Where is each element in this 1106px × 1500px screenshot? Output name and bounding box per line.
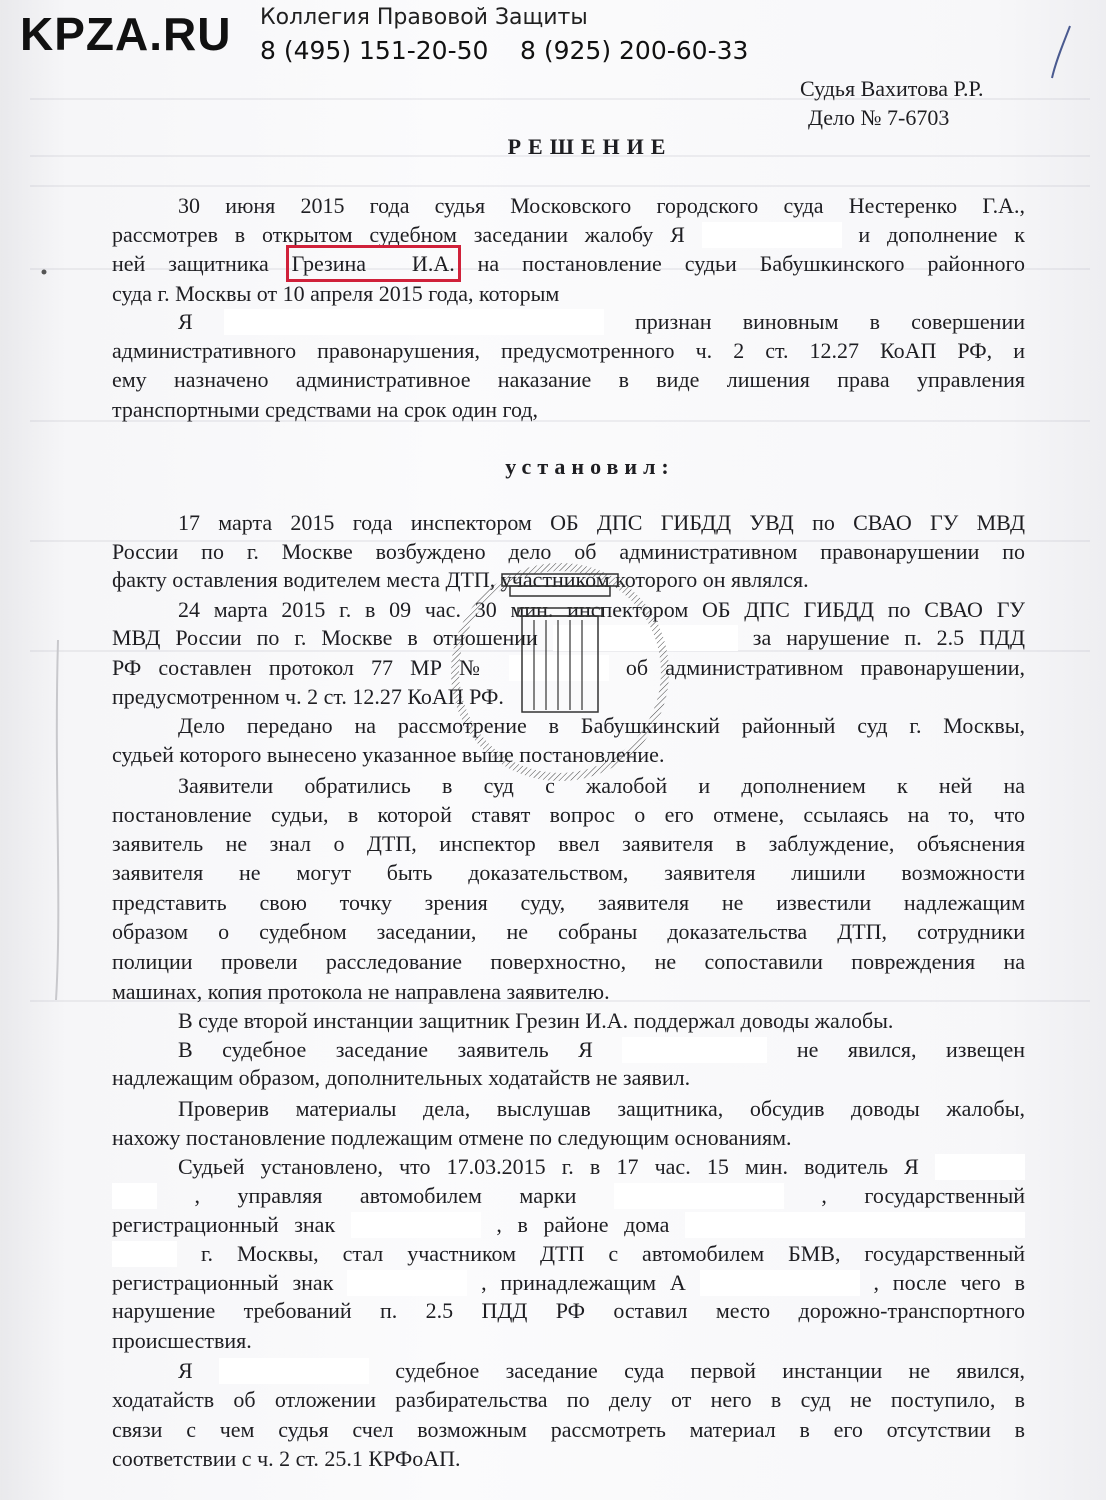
text-line [112,741,664,769]
text-segment: , государственный [821,1183,1025,1208]
text-segment: ходатайств об отложении разбирательства по делу от него в суд не поступило, в [112,1387,1025,1412]
text-segment: происшествия. [112,1328,252,1353]
redaction-box [935,1154,1025,1180]
text-segment: Заявители обратились в суд с жалобой и дополнением к ней на [178,773,1025,798]
text-line [112,1240,1025,1268]
text-line [112,1327,252,1355]
redaction-box [614,1183,784,1209]
text-segment: суда г. Москвы от 10 апреля 2015 года, которым [112,281,560,306]
text-line [178,1036,1025,1064]
text-line [112,1211,1025,1239]
text-line [178,772,1025,800]
text-line [112,221,1025,249]
text-segment: полиции провели расследование поверхностно, не сопоставили повреждения на [112,949,1025,974]
text-segment: рассмотрев в открытом судебном заседании жалобу Я [112,222,685,247]
text-segment: признан виновным в совершении [635,309,1025,334]
text-segment: надлежащим образом, дополнительных ходатайств не заявил. [112,1065,691,1090]
text-segment: судьей которого вынесено указанное выше постановление. [112,742,665,767]
text-line [178,192,1025,220]
text-segment: и дополнение к [858,222,1025,247]
redaction-box [622,1037,767,1063]
text-segment: регистрационный знак [112,1270,334,1295]
section-heading: установил: [505,454,675,479]
text-line [112,1416,1025,1444]
text-segment: на постановление судьи Бабушкинского районного [477,251,1026,276]
bleed-through-line [30,185,1090,187]
text-segment: г. Москвы, стал участником ДТП с автомобилем БМВ, государственный [200,1241,1026,1266]
redaction-box [702,222,842,248]
text-segment: за нарушение п. 2.5 ПДД [752,625,1026,650]
document-title: РЕШЕНИЕ [507,134,673,159]
watermark-organization: Коллегия Правовой Защиты [260,5,588,30]
text-segment: , управляя автомобилем марки [194,1183,577,1208]
text-line [112,830,1025,858]
text-segment: машинах, копия протокола не направлена заявителю. [112,979,610,1004]
text-segment: РФ составлен протокол 77 МР № [112,655,492,680]
text-segment: Судьей установлено, что 17.03.2015 г. в 17 час. 15 мин. водитель Я [178,1154,919,1179]
text-line [112,337,1025,365]
text-segment: заявитель не знал о ДТП, инспектор ввел заявителя в заблуждение, объяснения [112,831,1025,856]
text-segment: административного правонарушения, предусмотренного ч. 2 ст. 12.27 КоАП РФ, и [112,338,1025,363]
text-segment: Проверив материалы дела, выслушав защитника, обсудив доводы жалобы, [178,1096,1025,1121]
text-segment: нарушение требований п. 2.5 ПДД РФ оставил место дорожно-транспортного [112,1298,1025,1323]
text-segment: ней защитника [112,251,269,276]
redaction-box [685,1212,1025,1238]
judge-name: Судья Вахитова Р.Р. [800,76,984,101]
case-number: Дело № 7-6703 [808,105,950,130]
redaction-box [351,1212,481,1238]
text-line [112,889,1025,917]
redaction-box [224,309,604,335]
text-segment: предусмотренном ч. 2 ст. 12.27 КоАП РФ. [112,684,504,709]
text-line [112,683,504,711]
text-segment: связи с чем судья счел возможным рассмотреть материал в его отсутствии в [112,1417,1025,1442]
text-line [112,1124,792,1152]
text-segment: факту оставления водителем места ДТП, участником которого он являлся. [112,567,809,592]
text-segment: об административном правонарушении, [625,655,1026,680]
text-segment: постановление судьи, в которой ставят вопрос о его отмене, ссылаясь на то, что [112,802,1025,827]
text-line [178,1007,893,1035]
text-segment: Я [178,309,193,334]
watermark-phone-1: 8 (495) 151-20-50 [260,36,489,65]
text-segment: 17 марта 2015 года инспектором ОБ ДПС ГИБДД УВД по СВАО ГУ МВД [178,510,1025,535]
watermark-phone-2: 8 (925) 200-60-33 [520,36,749,65]
text-segment: образом о судебном заседании, не собраны доказательства ДТП, сотрудники [112,919,1025,944]
text-segment: представить свою точку зрения суду, заявителя не известили надлежащим [112,890,1025,915]
redaction-box [219,1358,369,1384]
text-line [112,1064,690,1092]
binding-thread [40,260,70,1020]
text-segment: ему назначено административное наказание в виде лишения права управления [112,367,1025,392]
text-line [112,366,1025,394]
text-line [112,801,1025,829]
redaction-box [112,1241,177,1267]
text-segment: , в районе дома [496,1212,670,1237]
text-segment: транспортными средствами на срок один год, [112,397,539,422]
text-segment: В суде второй инстанции защитник Грезин И.А. поддержал доводы жалобы. [178,1008,894,1033]
text-segment: регистрационный знак [112,1212,336,1237]
redaction-box [509,655,609,681]
text-segment: нахожу постановление подлежащим отмене по следующим основаниям. [112,1125,792,1150]
text-segment: не явился, извещен [796,1037,1025,1062]
text-line [112,859,1025,887]
text-segment: судебное заседание суда первой инстанции не явился, [395,1358,1026,1383]
text-line [112,918,1025,946]
text-segment: 30 июня 2015 года судья Московского городского суда Нестеренко Г.А., [178,193,1025,218]
redaction-box [347,1270,467,1296]
text-line [178,596,1025,624]
text-line [112,1182,1025,1210]
redaction-box [553,625,738,651]
text-line [178,509,1025,537]
redaction-box [700,1270,860,1296]
text-segment: В судебное заседание заявитель Я [178,1037,593,1062]
text-segment: Дело передано на рассмотрение в Бабушкинский районный суд г. Москвы, [178,713,1025,738]
text-line [112,654,1025,682]
text-line [112,1445,461,1473]
text-segment: заявителя не могут быть доказательством, заявителя лишили возможности [112,860,1025,885]
text-line [112,1386,1025,1414]
text-line [112,1269,1025,1297]
watermark-site: KPZA.RU [20,8,232,60]
text-line [112,280,559,308]
text-line [112,396,538,424]
redaction-box [112,1183,157,1209]
text-line [178,712,1025,740]
text-line [112,1297,1025,1325]
text-line [112,978,610,1006]
text-line [112,624,1025,652]
text-segment: соответствии с ч. 2 ст. 25.1 КРФоАП. [112,1446,461,1471]
text-line [178,1095,1025,1123]
text-line [112,250,1025,278]
text-line [178,1153,1025,1181]
text-segment: России по г. Москве возбуждено дело об административном правонарушении по [112,539,1025,564]
text-segment: , после чего в [873,1270,1026,1295]
text-line [112,948,1025,976]
text-segment: Я [178,1358,193,1383]
text-line [178,308,1025,336]
text-line [112,538,1025,566]
text-line [178,1357,1025,1385]
handwritten-mark [1040,22,1080,82]
text-segment: 24 марта 2015 г. в 09 час. 30 мин. инспектором ОБ ДПС ГИБДД по СВАО ГУ [178,597,1025,622]
text-segment: , принадлежащим А [481,1270,686,1295]
text-line [112,566,809,594]
highlighted-name: Грезина И.А. [291,251,455,276]
text-segment: МВД России по г. Москве в отношении [112,625,538,650]
